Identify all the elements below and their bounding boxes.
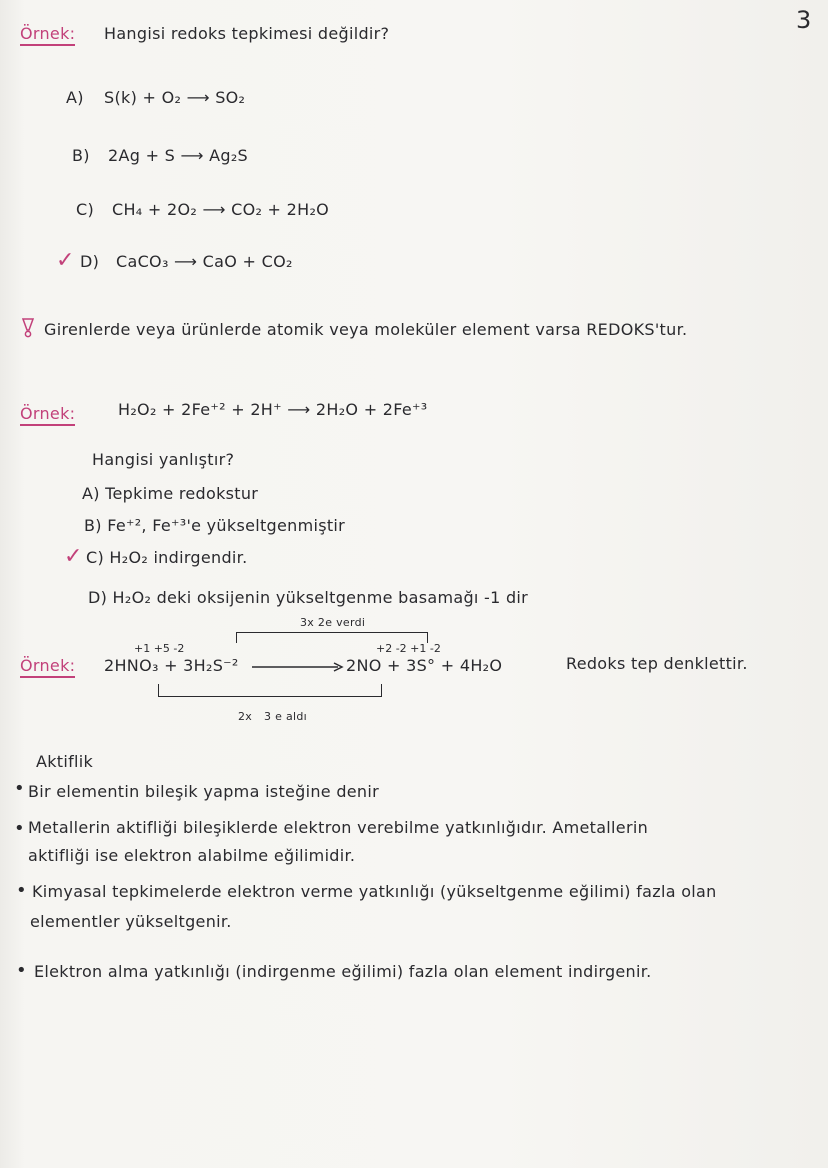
- example2-reaction: H₂O₂ + 2Fe⁺² + 2H⁺ ⟶ 2H₂O + 2Fe⁺³: [118, 400, 428, 419]
- example2-question: Hangisi yanlıştır?: [92, 450, 235, 469]
- example1-option-a: S(k) + O₂ ⟶ SO₂: [104, 88, 246, 107]
- page-number: 3: [796, 6, 812, 34]
- bullet-dot: •: [14, 778, 25, 799]
- example1-option-c-letter: C): [76, 200, 95, 219]
- bottom-bracket: [158, 684, 382, 697]
- example3-top-annotation: 3x 2e verdi: [300, 616, 366, 629]
- example3-right-ox-numbers: +2 -2 +1 -2: [376, 642, 441, 655]
- example2-option-b: B) Fe⁺², Fe⁺³'e yükseltgenmiştir: [84, 516, 346, 535]
- example3-label: Örnek:: [20, 656, 75, 678]
- example3-comment: Redoks tep denklettir.: [566, 654, 748, 673]
- example2-option-c: C) H₂O₂ indirgendir.: [86, 548, 248, 567]
- example1-option-b-letter: B): [72, 146, 90, 165]
- example2-label: Örnek:: [20, 404, 75, 426]
- bullet-dot: •: [14, 818, 25, 839]
- bullet-dot: •: [16, 960, 27, 981]
- example1-question: Hangisi redoks tepkimesi değildir?: [104, 24, 390, 43]
- section-title: Aktiflik: [36, 752, 94, 771]
- bullet-4: Elektron alma yatkınlığı (indirgenme eğilimi) fazla olan element indirgenir.: [34, 962, 652, 981]
- example3-right-side: 2NO + 3S° + 4H₂O: [346, 656, 503, 675]
- bullet-3: Kimyasal tepkimelerde elektron verme yatkınlığı (yükseltgenme eğilimi) fazla olan: [32, 882, 717, 901]
- check-mark-icon: ✓: [56, 248, 75, 273]
- check-mark-icon-2: ✓: [64, 544, 83, 569]
- bullet-1: Bir elementin bileşik yapma isteğine denir: [28, 782, 379, 801]
- example3-left-side: 2HNO₃ + 3H₂S⁻²: [104, 656, 239, 675]
- example1-label: Örnek:: [20, 24, 75, 46]
- bullet-dot: •: [16, 880, 27, 901]
- example3-bottom-right: 3 e aldı: [264, 710, 307, 723]
- example2-option-d: D) H₂O₂ deki oksijenin yükseltgenme basamağı -1 dir: [88, 588, 529, 607]
- reaction-arrow-icon: [252, 662, 344, 672]
- example1-option-a-letter: A): [66, 88, 84, 107]
- example1-option-c: CH₄ + 2O₂ ⟶ CO₂ + 2H₂O: [112, 200, 330, 219]
- example1-option-d-letter: D): [80, 252, 100, 271]
- bullet-2-cont: aktifliği ise elektron alabilme eğilimidir.: [28, 846, 356, 865]
- example1-option-d: CaCO₃ ⟶ CaO + CO₂: [116, 252, 293, 271]
- exclamation-icon: [22, 318, 34, 338]
- bullet-3-cont: elementler yükseltgenir.: [30, 912, 232, 931]
- example2-option-a: A) Tepkime redokstur: [82, 484, 259, 503]
- bullet-2: Metallerin aktifliği bileşiklerde elektron verebilme yatkınlığıdır. Ametallerin: [28, 818, 649, 837]
- redox-note: Girenlerde veya ürünlerde atomik veya moleküler element varsa REDOKS'tur.: [44, 320, 688, 339]
- example3-bottom-left: 2x: [238, 710, 253, 723]
- example3-left-ox-numbers: +1 +5 -2: [134, 642, 185, 655]
- example1-option-b: 2Ag + S ⟶ Ag₂S: [108, 146, 248, 165]
